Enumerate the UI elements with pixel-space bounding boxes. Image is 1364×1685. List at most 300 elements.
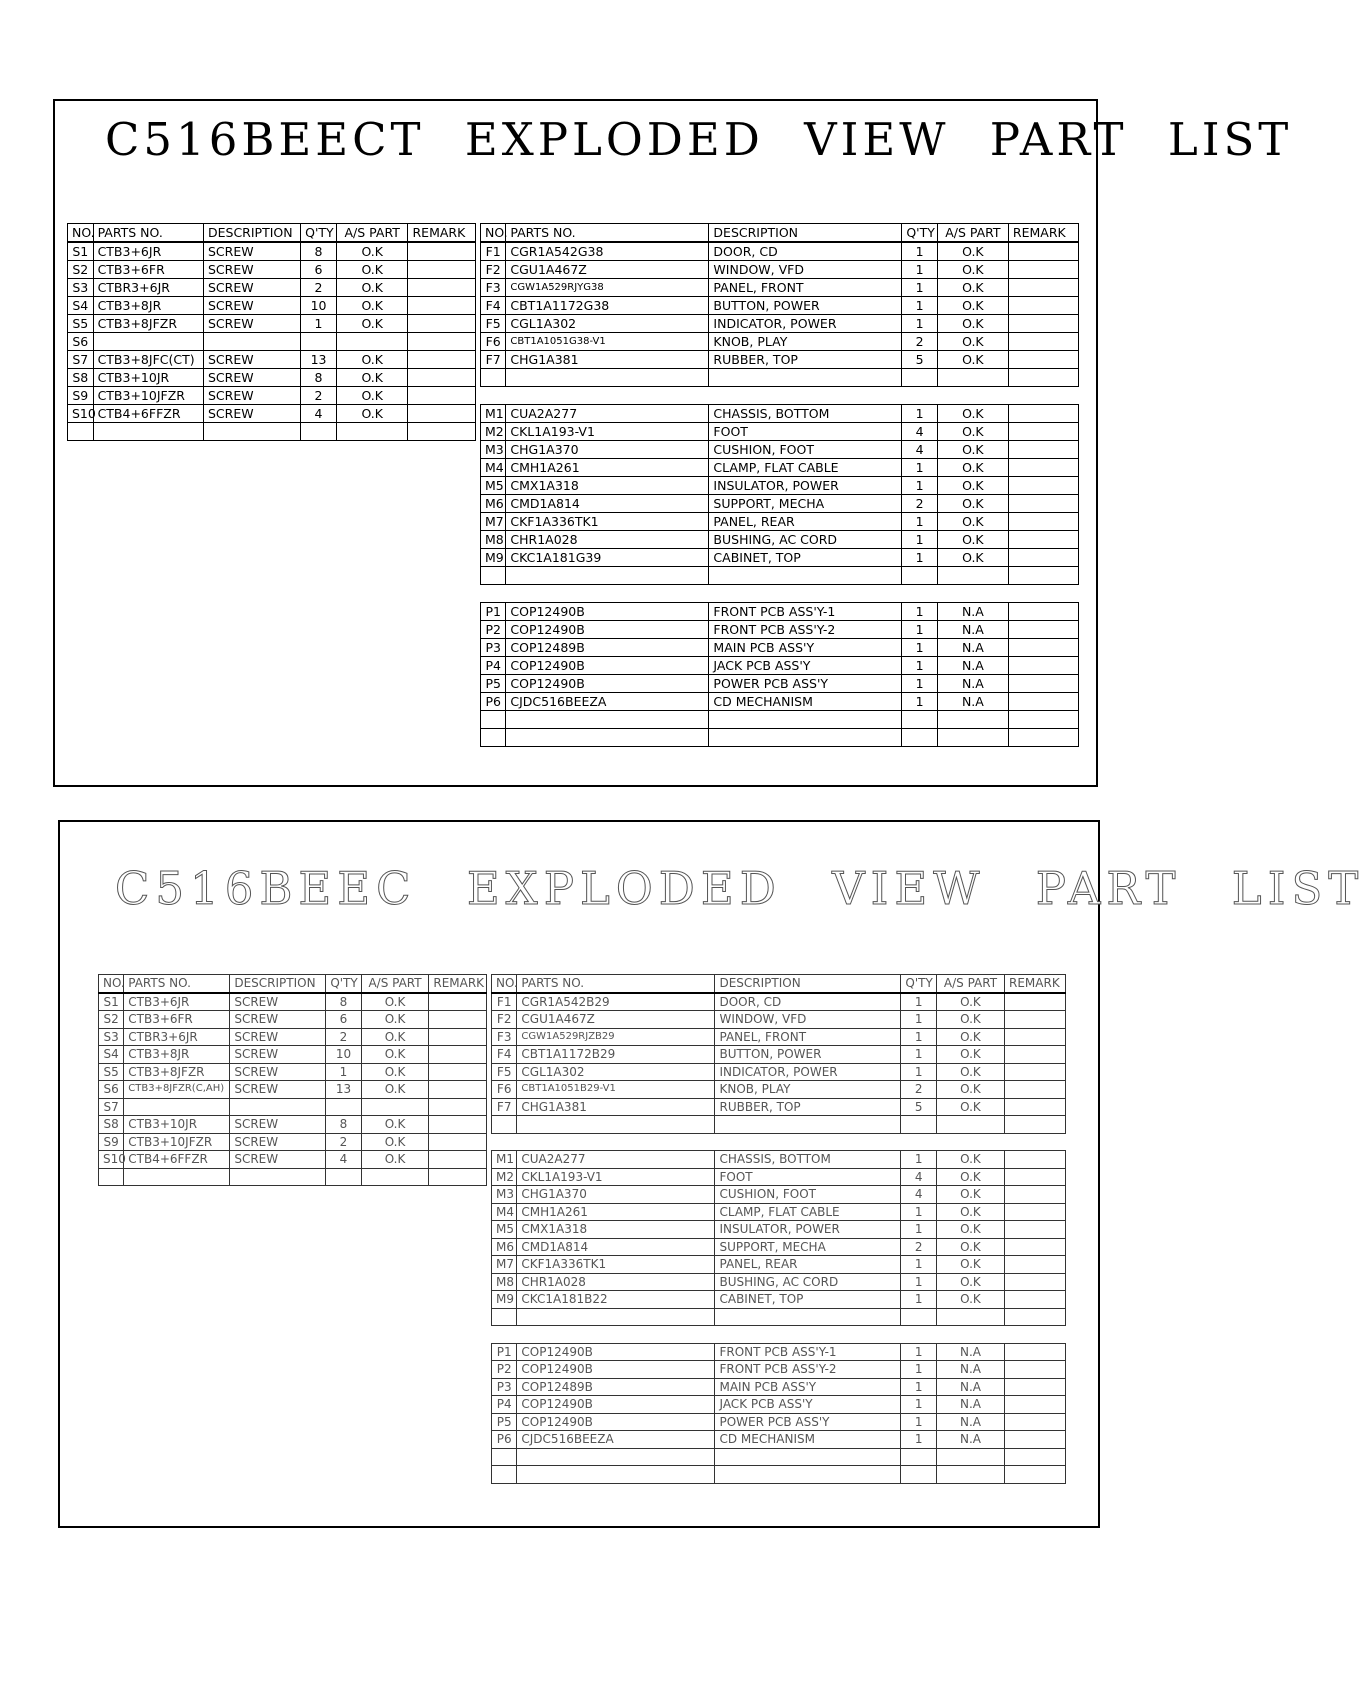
part-code: CBT1A1172B29	[517, 1046, 715, 1064]
screw-parts-table	[67, 223, 476, 441]
as-part-status: O.K	[336, 315, 408, 333]
table-cell	[506, 729, 709, 747]
part-code: CMD1A814	[517, 1238, 715, 1256]
part-quantity: 1	[901, 1291, 937, 1309]
part-description: SCREW	[230, 1081, 326, 1099]
table-cell	[203, 423, 300, 441]
table-cell	[902, 585, 938, 603]
part-description: DOOR, CD	[715, 993, 901, 1011]
part-quantity: 4	[901, 1186, 937, 1204]
part-code: COP12490B	[506, 657, 709, 675]
part-description: INDICATOR, POWER	[709, 315, 902, 333]
table-row	[492, 1431, 1066, 1449]
part-remark	[1005, 1431, 1066, 1449]
as-part-status: N.A	[937, 657, 1008, 675]
part-number-index: P4	[492, 1396, 517, 1414]
parts-sheet-c516beec	[58, 820, 1364, 1528]
as-part-status: O.K	[937, 351, 1008, 369]
table-row	[492, 1291, 1066, 1309]
part-description: CUSHION, FOOT	[709, 441, 902, 459]
table-row	[481, 423, 1079, 441]
part-remark	[408, 405, 476, 423]
part-quantity: 2	[902, 333, 938, 351]
part-code: CHG1A381	[517, 1098, 715, 1116]
as-part-status: O.K	[937, 531, 1008, 549]
part-number-index: F1	[481, 242, 506, 261]
part-number-index: S2	[68, 261, 94, 279]
part-description: MAIN PCB ASS'Y	[715, 1378, 901, 1396]
table-row	[481, 495, 1079, 513]
column-header-as: A/S PART	[936, 975, 1004, 993]
part-number-index: S8	[68, 369, 94, 387]
as-part-status: N.A	[937, 675, 1008, 693]
part-code: CHR1A028	[517, 1273, 715, 1291]
table-cell	[709, 387, 902, 405]
part-remark	[429, 1098, 487, 1116]
part-code: CGL1A302	[506, 315, 709, 333]
table-cell	[506, 711, 709, 729]
part-remark	[408, 351, 476, 369]
table-row	[481, 531, 1079, 549]
table-cell	[1005, 1308, 1066, 1326]
part-remark	[429, 1028, 487, 1046]
table-row	[492, 1046, 1066, 1064]
table-row	[99, 1098, 487, 1116]
part-number-index: F5	[481, 315, 506, 333]
part-number-index: M2	[492, 1168, 517, 1186]
part-description: KNOB, PLAY	[715, 1081, 901, 1099]
as-part-status: N.A	[936, 1378, 1004, 1396]
part-quantity: 1	[902, 477, 938, 495]
column-header-qty: Q'TY	[301, 224, 337, 243]
table-row	[492, 1203, 1066, 1221]
as-part-status: O.K	[361, 1151, 429, 1169]
column-header-no: NO.	[68, 224, 94, 243]
table-empty-row	[68, 423, 476, 441]
as-part-status: O.K	[336, 261, 408, 279]
part-quantity: 6	[326, 1011, 361, 1029]
part-quantity: 2	[326, 1133, 361, 1151]
as-part-status: O.K	[937, 242, 1008, 261]
part-remark	[1005, 993, 1066, 1011]
part-quantity: 1	[901, 1413, 937, 1431]
table-cell	[715, 1326, 901, 1344]
table-cell	[492, 1308, 517, 1326]
part-code: CTB3+10JFZR	[93, 387, 203, 405]
part-remark	[429, 1081, 487, 1099]
part-description: SCREW	[203, 369, 300, 387]
as-part-status	[336, 333, 408, 351]
part-code: CKC1A181B22	[517, 1291, 715, 1309]
table-row	[481, 405, 1079, 423]
part-quantity: 1	[901, 1203, 937, 1221]
part-code: CUA2A277	[517, 1151, 715, 1169]
as-part-status: O.K	[336, 405, 408, 423]
table-spacer-row	[492, 1326, 1066, 1344]
table-row	[99, 1046, 487, 1064]
column-header-desc: DESCRIPTION	[715, 975, 901, 993]
part-quantity: 2	[301, 279, 337, 297]
part-description: DOOR, CD	[709, 242, 902, 261]
table-cell	[936, 1466, 1004, 1484]
part-remark	[408, 369, 476, 387]
as-part-status: O.K	[937, 459, 1008, 477]
table-cell	[1008, 711, 1078, 729]
part-number-index: S3	[68, 279, 94, 297]
part-remark	[408, 315, 476, 333]
table-cell	[709, 567, 902, 585]
part-code: COP12489B	[517, 1378, 715, 1396]
as-part-status: N.A	[936, 1396, 1004, 1414]
table-spacer-row	[481, 387, 1079, 405]
part-code: CTBR3+6JR	[124, 1028, 230, 1046]
part-remark	[1005, 1168, 1066, 1186]
table-cell	[937, 567, 1008, 585]
part-quantity: 4	[326, 1151, 361, 1169]
part-remark	[408, 261, 476, 279]
part-remark	[1008, 603, 1078, 621]
part-description: BUTTON, POWER	[715, 1046, 901, 1064]
part-code: CGU1A467Z	[506, 261, 709, 279]
table-cell	[326, 1168, 361, 1186]
part-quantity: 1	[901, 1431, 937, 1449]
table-cell	[506, 567, 709, 585]
table-row	[492, 1413, 1066, 1431]
table-row	[481, 315, 1079, 333]
column-header-as: A/S PART	[361, 975, 429, 993]
part-code: CGR1A542G38	[506, 242, 709, 261]
part-description: SCREW	[203, 405, 300, 423]
part-description: WINDOW, VFD	[715, 1011, 901, 1029]
part-description: SCREW	[203, 351, 300, 369]
part-code: CHR1A028	[506, 531, 709, 549]
table-row	[99, 1063, 487, 1081]
table-row	[481, 242, 1079, 261]
table-cell	[902, 387, 938, 405]
part-code: COP12490B	[517, 1396, 715, 1414]
sheet-title: C516BEECT EXPLODED VIEW PART LIST	[105, 113, 1293, 166]
part-code: CTB3+8JR	[93, 297, 203, 315]
part-code: CTB4+6FFZR	[124, 1151, 230, 1169]
as-part-status: O.K	[936, 1168, 1004, 1186]
part-number-index: M9	[492, 1291, 517, 1309]
part-number-index: F5	[492, 1063, 517, 1081]
part-code: CTB3+6JR	[124, 993, 230, 1011]
part-code	[93, 333, 203, 351]
part-description: INSULATOR, POWER	[715, 1221, 901, 1239]
part-remark	[429, 1063, 487, 1081]
table-cell	[901, 1466, 937, 1484]
part-description: SCREW	[230, 1011, 326, 1029]
table-row	[481, 513, 1079, 531]
part-quantity: 1	[902, 531, 938, 549]
part-remark	[429, 993, 487, 1011]
table-row	[492, 1063, 1066, 1081]
table-row	[492, 1378, 1066, 1396]
part-code: CMH1A261	[517, 1203, 715, 1221]
part-quantity: 6	[301, 261, 337, 279]
table-cell	[1008, 567, 1078, 585]
part-quantity: 8	[301, 369, 337, 387]
table-cell	[936, 1133, 1004, 1151]
table-row	[99, 1081, 487, 1099]
table-row	[481, 675, 1079, 693]
table-row	[481, 261, 1079, 279]
part-remark	[408, 387, 476, 405]
part-number-index: M3	[492, 1186, 517, 1204]
as-part-status: O.K	[336, 242, 408, 261]
part-remark	[1005, 1081, 1066, 1099]
part-number-index: F6	[481, 333, 506, 351]
part-description: RUBBER, TOP	[715, 1098, 901, 1116]
part-description: CD MECHANISM	[709, 693, 902, 711]
part-number-index: F3	[492, 1028, 517, 1046]
column-header-desc: DESCRIPTION	[709, 224, 902, 243]
table-row	[99, 1011, 487, 1029]
part-code: COP12490B	[506, 675, 709, 693]
part-number-index: P2	[481, 621, 506, 639]
part-quantity: 1	[901, 1151, 937, 1169]
part-description: POWER PCB ASS'Y	[709, 675, 902, 693]
table-cell	[901, 1308, 937, 1326]
part-quantity: 1	[901, 1011, 937, 1029]
table-cell	[1005, 1116, 1066, 1134]
part-number-index: S4	[68, 297, 94, 315]
part-quantity: 2	[326, 1028, 361, 1046]
table-row	[481, 603, 1079, 621]
table-row	[492, 1256, 1066, 1274]
table-cell	[1005, 1448, 1066, 1466]
table-cell	[124, 1168, 230, 1186]
table-row	[492, 1011, 1066, 1029]
part-description: KNOB, PLAY	[709, 333, 902, 351]
table-empty-row	[492, 1116, 1066, 1134]
table-cell	[936, 1326, 1004, 1344]
table-row	[492, 993, 1066, 1011]
part-remark	[1005, 1273, 1066, 1291]
table-cell	[481, 585, 506, 603]
part-description: SCREW	[230, 1133, 326, 1151]
table-cell	[1005, 1326, 1066, 1344]
table-header-row	[481, 224, 1079, 243]
part-description: CLAMP, FLAT CABLE	[709, 459, 902, 477]
table-cell	[902, 729, 938, 747]
part-code: CTB3+6FR	[93, 261, 203, 279]
part-quantity: 1	[902, 513, 938, 531]
part-description: SCREW	[230, 1151, 326, 1169]
table-row	[481, 621, 1079, 639]
table-row	[481, 297, 1079, 315]
part-number-index: S10	[68, 405, 94, 423]
part-quantity: 1	[902, 459, 938, 477]
table-cell	[902, 567, 938, 585]
part-remark	[1005, 1291, 1066, 1309]
part-description: SCREW	[230, 993, 326, 1011]
as-part-status: O.K	[936, 1203, 1004, 1221]
part-remark	[408, 333, 476, 351]
table-cell	[492, 1466, 517, 1484]
table-row	[99, 993, 487, 1011]
part-description: PANEL, REAR	[715, 1256, 901, 1274]
part-description: SCREW	[203, 261, 300, 279]
part-description: SCREW	[230, 1116, 326, 1134]
part-quantity: 2	[301, 387, 337, 405]
part-remark	[1005, 1221, 1066, 1239]
as-part-status: O.K	[937, 495, 1008, 513]
table-row	[492, 1168, 1066, 1186]
screw-parts-table	[98, 974, 487, 1186]
as-part-status: O.K	[361, 993, 429, 1011]
part-description	[230, 1098, 326, 1116]
column-header-no: NO.	[492, 975, 517, 993]
part-remark	[1008, 405, 1078, 423]
as-part-status: N.A	[936, 1413, 1004, 1431]
part-remark	[429, 1011, 487, 1029]
part-code: CKL1A193-V1	[506, 423, 709, 441]
part-quantity: 1	[902, 603, 938, 621]
part-description: INDICATOR, POWER	[715, 1063, 901, 1081]
table-cell	[481, 729, 506, 747]
part-number-index: M1	[492, 1151, 517, 1169]
table-cell	[492, 1116, 517, 1134]
part-number-index: S10	[99, 1151, 124, 1169]
part-quantity: 13	[326, 1081, 361, 1099]
as-part-status: O.K	[937, 477, 1008, 495]
part-number-index: S5	[99, 1063, 124, 1081]
part-code: CKF1A336TK1	[517, 1256, 715, 1274]
table-cell	[715, 1448, 901, 1466]
part-quantity: 1	[301, 315, 337, 333]
table-cell	[937, 711, 1008, 729]
part-remark	[1008, 495, 1078, 513]
table-row	[492, 1221, 1066, 1239]
part-number-index: P3	[492, 1378, 517, 1396]
table-row	[481, 693, 1079, 711]
part-number-index: S9	[99, 1133, 124, 1151]
part-quantity: 1	[901, 1396, 937, 1414]
part-description: CD MECHANISM	[715, 1431, 901, 1449]
table-cell	[901, 1448, 937, 1466]
as-part-status: O.K	[361, 1081, 429, 1099]
table-cell	[937, 729, 1008, 747]
as-part-status: O.K	[936, 1081, 1004, 1099]
table-cell	[99, 1168, 124, 1186]
part-quantity: 10	[326, 1046, 361, 1064]
table-cell	[336, 423, 408, 441]
part-remark	[1005, 1413, 1066, 1431]
table-cell	[715, 1308, 901, 1326]
table-cell	[230, 1168, 326, 1186]
part-code: CGW1A529RJYG38	[506, 279, 709, 297]
part-number-index: F7	[492, 1098, 517, 1116]
part-quantity: 8	[301, 242, 337, 261]
as-part-status: O.K	[937, 333, 1008, 351]
part-number-index: S8	[99, 1116, 124, 1134]
part-quantity: 1	[901, 1273, 937, 1291]
part-description: SCREW	[203, 279, 300, 297]
part-code: CTB3+8JFZR(C,AH)	[124, 1081, 230, 1099]
part-remark	[429, 1046, 487, 1064]
part-code: COP12490B	[517, 1361, 715, 1379]
part-description: PANEL, REAR	[709, 513, 902, 531]
part-quantity: 1	[901, 1343, 937, 1361]
part-quantity: 1	[902, 639, 938, 657]
part-number-index: F1	[492, 993, 517, 1011]
part-number-index: M1	[481, 405, 506, 423]
as-part-status: O.K	[936, 1011, 1004, 1029]
parts-sheet-c516beect	[53, 99, 1293, 787]
as-part-status: O.K	[937, 297, 1008, 315]
part-code: COP12490B	[517, 1343, 715, 1361]
as-part-status	[361, 1098, 429, 1116]
as-part-status: O.K	[936, 1256, 1004, 1274]
table-cell	[492, 1326, 517, 1344]
part-quantity: 1	[902, 242, 938, 261]
part-code: CTB3+10JFZR	[124, 1133, 230, 1151]
part-code: CBT1A1051G38-V1	[506, 333, 709, 351]
table-row	[492, 1186, 1066, 1204]
as-part-status: O.K	[336, 297, 408, 315]
table-cell	[506, 585, 709, 603]
part-quantity: 1	[901, 1046, 937, 1064]
table-row	[68, 333, 476, 351]
table-cell	[936, 1448, 1004, 1466]
table-row	[492, 1098, 1066, 1116]
as-part-status: N.A	[936, 1361, 1004, 1379]
part-remark	[1008, 261, 1078, 279]
part-code: CTB3+6FR	[124, 1011, 230, 1029]
table-cell	[902, 369, 938, 387]
table-cell	[709, 711, 902, 729]
part-description	[203, 333, 300, 351]
part-code: CGW1A529RJZB29	[517, 1028, 715, 1046]
table-cell	[492, 1448, 517, 1466]
part-remark	[1005, 1256, 1066, 1274]
part-description: POWER PCB ASS'Y	[715, 1413, 901, 1431]
part-description: BUTTON, POWER	[709, 297, 902, 315]
part-number-index: M2	[481, 423, 506, 441]
part-description: CHASSIS, BOTTOM	[709, 405, 902, 423]
part-code: CTB3+6JR	[93, 242, 203, 261]
part-code: CGR1A542B29	[517, 993, 715, 1011]
part-number-index: P6	[492, 1431, 517, 1449]
part-quantity: 1	[902, 675, 938, 693]
part-number-index: S4	[99, 1046, 124, 1064]
part-description: CLAMP, FLAT CABLE	[715, 1203, 901, 1221]
table-empty-row	[492, 1448, 1066, 1466]
part-remark	[1005, 1186, 1066, 1204]
table-row	[492, 1361, 1066, 1379]
table-row	[481, 351, 1079, 369]
part-remark	[1008, 531, 1078, 549]
part-number-index: F7	[481, 351, 506, 369]
part-remark	[1008, 675, 1078, 693]
part-code: CTBR3+6JR	[93, 279, 203, 297]
part-description: SCREW	[230, 1063, 326, 1081]
as-part-status: N.A	[937, 621, 1008, 639]
part-code: CTB3+10JR	[93, 369, 203, 387]
part-remark	[1005, 1396, 1066, 1414]
part-quantity: 13	[301, 351, 337, 369]
table-cell	[517, 1466, 715, 1484]
table-row	[68, 261, 476, 279]
as-part-status: O.K	[361, 1116, 429, 1134]
table-row	[68, 387, 476, 405]
table-row	[492, 1343, 1066, 1361]
part-remark	[1005, 1343, 1066, 1361]
table-row	[481, 333, 1079, 351]
as-part-status: N.A	[936, 1431, 1004, 1449]
